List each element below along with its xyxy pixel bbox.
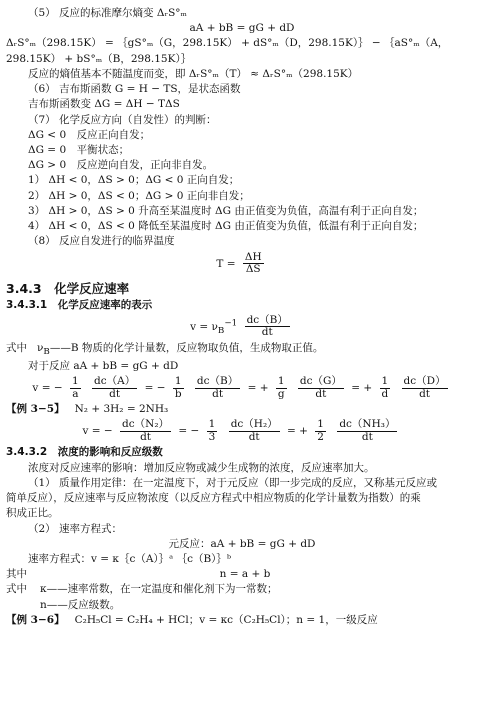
rate-equation: 速率方程式：v = κ｛c（A）｝ᵃ ｛c（B）｝ᵇ [28, 552, 232, 565]
fraction: $\frac{dc(B)}{dt}$ [196, 375, 239, 400]
mass-action-law-line-3: 积成正比。 [6, 507, 59, 520]
general-rate-formula: v = − $\frac{1}{a}$ $\frac{dc(A)}{dt}$ = − $\frac{1}{b}$ $\frac{dc(B)}{dt}$ = + $\frac{1}{g}$ $\frac{dc(G)}{dt}$ = + $\frac{1}{d}$ $\frac{dc(D)}{dt}$ [32, 375, 446, 400]
fraction: $\frac{\text{dc（N₂）}}{dt}$ [122, 418, 170, 443]
nu-definition: 式中 $\nu_B——B$ 物质的化学计量数，反应物取负值，生成物取正值。 [6, 342, 324, 358]
n-definition: n——反应级数。 [40, 598, 121, 611]
item-7-heading: （7） 化学反应方向（自发性）的判断： [28, 113, 217, 126]
criterion-positive: ΔG > 0 反应逆向自发，正向非自发。 [28, 159, 214, 172]
critical-temperature-formula: T = $\frac{\Delta H}{\Delta S}$ [216, 250, 262, 276]
example-tag: 【例 3−5】 [6, 403, 65, 416]
entropy-formula-line-1: ΔᵣS°ₘ（298.15K） = ｛gS°ₘ（G，298.15K） + dS°ₘ（D，298.15K）｝ − ｛aS°ₘ（A， [6, 37, 449, 50]
reaction-equation: aA + bB = gG + dD [189, 22, 295, 35]
case-3: 3） ΔH > 0，ΔS > 0 升高至某温度时 ΔG 由正值变为负值，高温有利于正向自发； [28, 204, 424, 217]
entropy-formula-line-2: 298.15K） + bS°ₘ（B，298.15K）｝ [6, 52, 192, 65]
fraction: $\frac{1}{b}$ [174, 375, 182, 400]
fraction: $\frac{\text{dc（H₂）}}{dt}$ [230, 418, 278, 443]
example-3-5: 【例 3−5】 N₂ + 3H₂ = 2NH₃ [6, 403, 169, 416]
fraction: $\frac{1}{d}$ [381, 375, 389, 400]
case-2: 2） ΔH > 0，ΔS < 0；ΔG > 0 正向非自发； [28, 189, 250, 202]
fraction: $\frac{dc(D)}{dt}$ [403, 375, 446, 400]
fraction: $\frac{dc(B)}{dt}$ [246, 313, 288, 339]
gibbs-change: 吉布斯函数变 ΔG = ΔH − TΔS [28, 98, 180, 111]
fraction: $\frac{1}{3}$ [208, 418, 216, 443]
fraction: $\frac{dc(G)}{dt}$ [299, 375, 342, 400]
fraction: $\frac{1}{g}$ [277, 375, 285, 400]
rate-definition-formula: $v = \nu_B^{-1}$ $\frac{dc(B)}{dt}$ [190, 313, 288, 339]
section-3-4-3-1-title: 3.4.3.1 化学反应速率的表示 [6, 298, 153, 311]
kappa-definition: 式中 κ——速率常数，在一定温度和催化剂下为一常数； [6, 583, 278, 596]
case-1: 1） ΔH < 0，ΔS > 0；ΔG < 0 正向自发； [28, 174, 240, 187]
fraction: $\frac{1}{2}$ [317, 418, 324, 443]
entropy-note: 反应的熵值基本不随温度而变，即 ΔᵣS°ₘ（T） ≈ ΔᵣS°ₘ（298.15K） [28, 67, 359, 80]
criterion-zero: ΔG = 0 平衡状态； [28, 143, 130, 156]
fraction: $\frac{\text{dc（NH₃）}}{dt}$ [339, 418, 396, 443]
criterion-negative: ΔG < 0 反应正向自发； [28, 128, 151, 141]
section-3-4-3-2-title: 3.4.3.2 浓度的影响和反应级数 [6, 446, 163, 459]
section-3-4-3-title: 3.4.3 化学反应速率 [6, 280, 130, 296]
general-reaction: 对于反应 aA + bB = gG + dD [28, 359, 179, 372]
example-tag: 【例 3−6】 [6, 613, 65, 626]
item-8-heading: （8） 反应自发进行的临界温度 [28, 235, 175, 248]
mass-action-law-line-2: 简单反应），反应速率与反应物浓度（以反应方程式中相应物质的化学计量数为指数）的乘 [6, 492, 421, 505]
fraction: $\frac{1}{a}$ [72, 375, 79, 400]
item-5-heading: （5） 反应的标准摩尔熵变 ΔᵣS°ₘ [28, 7, 187, 19]
ammonia-rate-formula: v = − $\frac{\text{dc（N₂）}}{dt}$ = − $\frac{1}{3}$ $\frac{\text{dc（H₂）}}{dt}$ = + $\frac{1}{2}$ $\frac{\text{dc（NH₃）}}{dt}$ [82, 418, 396, 443]
case-4: 4） ΔH < 0，ΔS < 0 降低至某温度时 ΔG 由正值变为负值，低温有利于正向自发； [28, 220, 424, 233]
order-definition: 其中 n = a + b [6, 568, 271, 581]
fraction: $\frac{dc(A)}{dt}$ [94, 375, 136, 400]
example-3-6: 【例 3−6】 C₂H₅Cl = C₂H₄ + HCl；v = κc（C₂H₅Cl）；n = 1，一级反应 [6, 613, 378, 626]
fraction: $\frac{\Delta H}{\Delta S}$ [244, 250, 262, 276]
item-6-gibbs: （6） 吉布斯函数 G = H − TS，是状态函数 [28, 83, 241, 96]
elementary-reaction: 元反应：aA + bB = gG + dD [168, 537, 316, 550]
rate-equation-heading: （2） 速率方程式： [28, 522, 123, 535]
concentration-effect: 浓度对反应速率的影响：增加反应物或减少生成物的浓度，反应速率加大。 [28, 461, 375, 474]
mass-action-law-line-1: （1） 质量作用定律：在一定温度下，对于元反应（即一步完成的反应，又称基元反应或 [28, 476, 438, 489]
